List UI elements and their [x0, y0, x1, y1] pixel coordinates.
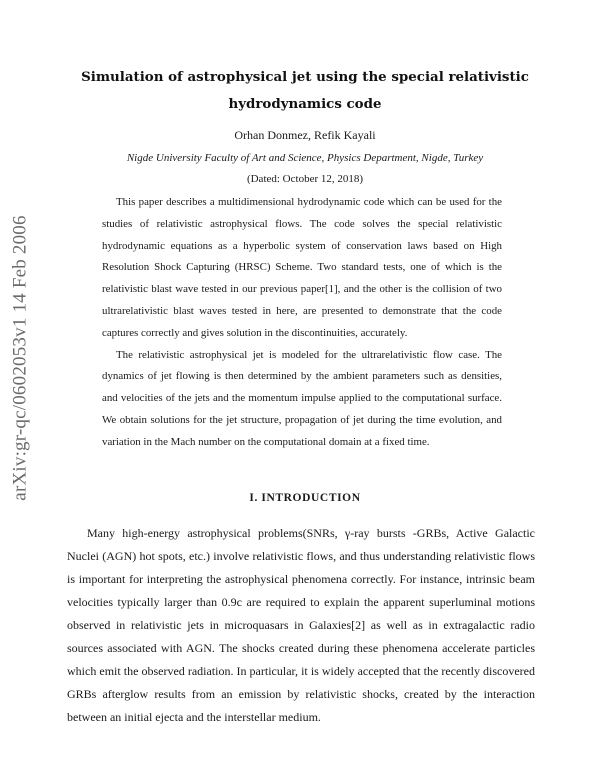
abstract-paragraph: This paper describes a multidimensional hydrodynamic code which can be used for the studies of relativistic astrophysical flows. The code solves the special relativistic hydrodynamic equations as a hyperbolic system of conservation laws based on High Resolution Shock Capturing (HRSC) Scheme. Two standard tests, one of which is the relativistic blast wave tested in our previous paper[1], and the other is the collision of two ultrarelativistic blast waves tested in here, are presented to demonstrate that the code captures correctly and gives solution in the discontinuities, accurately.: [102, 196, 502, 339]
section-heading-introduction: I. INTRODUCTION: [249, 492, 361, 504]
abstract: [102, 192, 502, 454]
introduction-body: [67, 522, 535, 729]
arxiv-identifier-stamp: [8, 208, 34, 508]
paper-date: (Dated: October 12, 2018): [246, 173, 364, 185]
author-affiliation: Nigde University Faculty of Art and Science, Physics Department, Nigde, Turkey: [126, 152, 484, 164]
paper-authors: Orhan Donmez, Refik Kayali: [234, 128, 376, 142]
abstract-paragraph: The relativistic astrophysical jet is modeled for the ultrarelativistic flow case. The dynamics of jet flowing is then determined by the ambient parameters such as densities, and velocities of the jets and the momentum impulse applied to the computational surface. We obtain solutions for the jet structure, propagation of jet during the time evolution, and variation in the Mach number on the computational domain at a fixed time.: [102, 348, 502, 448]
body-paragraph: Many high-energy astrophysical problems(SNRs, γ-ray bursts -GRBs, Active Galactic Nuclei (AGN) hot spots, etc.) involve relativistic flows, and thus understanding relativistic flows is important for interpreting the astrophysical phenomena correctly. For instance, intrinsic beam velocities typically larger than 0.9c are required to explain the apparent superluminal motions observed in relativistic jets in microquasars in Galaxies[2] as well as in extragalactic radio sources associated with AGN. The shocks created during these phenomena accelerate particles which emit the observed radiation. In particular, it is widely accepted that the recently discovered GRBs afterglow results from an emission by relativistic shocks, created by the interaction between an initial ejecta and the interstellar medium.: [67, 526, 535, 724]
arxiv-identifier-text: arXiv:gr-qc/0602053v1 14 Feb 2006: [10, 215, 31, 501]
paper-title: Simulation of astrophysical jet using the special relativistic hydrodynamics code: [81, 69, 529, 112]
